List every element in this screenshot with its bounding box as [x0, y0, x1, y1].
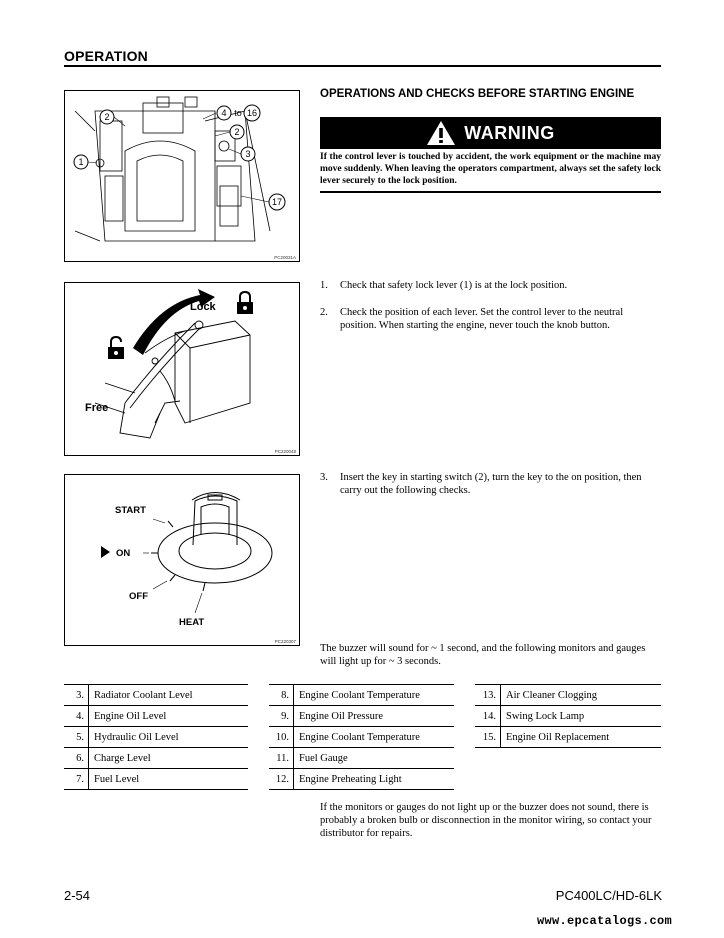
table-row [269, 727, 454, 748]
on-position-arrow-icon [101, 546, 110, 558]
table-row [269, 769, 454, 790]
warning-triangle-icon [426, 120, 456, 146]
callout-2b: 2 [234, 127, 240, 137]
figure-code: PC220048 [274, 449, 296, 454]
callout-4: 4 [221, 108, 227, 118]
step-number: 3. [320, 472, 328, 483]
lock-open-icon [108, 337, 124, 359]
free-label: Free [85, 402, 109, 414]
cab-illustration [65, 91, 299, 261]
item-label: Engine Coolant Temperature [294, 727, 455, 748]
item-label: Radiator Coolant Level [89, 685, 249, 706]
item-number: 11. [269, 748, 294, 769]
item-number: 3. [64, 685, 89, 706]
callout-16: 16 [246, 108, 258, 118]
watermark-url: www.epcatalogs.com [536, 914, 672, 928]
item-label: Swing Lock Lamp [501, 706, 662, 727]
item-number: 12. [269, 769, 294, 790]
table-row [475, 685, 661, 706]
table-row [475, 727, 661, 748]
lock-label: Lock [190, 301, 216, 313]
item-number: 15. [475, 727, 501, 748]
page-heading: OPERATIONS AND CHECKS BEFORE STARTING ENGINE [320, 88, 635, 100]
callout-to: to [234, 108, 242, 118]
callout-3: 3 [245, 149, 251, 159]
item-label: Engine Oil Replacement [501, 727, 662, 748]
buzzer-note: The buzzer will sound for ~ 1 second, and the following monitors and gauges will light up for ~ 3 seconds. [320, 643, 646, 667]
on-label: ON [116, 548, 131, 559]
step-text: Insert the key in starting switch (2), turn the key to the on position, then carry out the following checks. [340, 472, 642, 496]
monitor-table-1 [64, 684, 248, 790]
item-label: Engine Oil Pressure [294, 706, 455, 727]
item-number: 9. [269, 706, 294, 727]
start-label: START [115, 505, 146, 516]
step-text: Check that safety lock lever (1) is at the lock position. [340, 280, 568, 291]
step-number: 2. [320, 307, 328, 318]
callout-17: 17 [271, 197, 283, 207]
section-rule [64, 65, 661, 67]
item-number: 6. [64, 748, 89, 769]
section-title: OPERATION [64, 48, 148, 64]
heat-label: HEAT [179, 617, 205, 628]
item-label: Charge Level [89, 748, 249, 769]
figure-code: PC20031A [274, 255, 296, 260]
table-row [269, 685, 454, 706]
item-number: 4. [64, 706, 89, 727]
step-number: 1. [320, 280, 328, 291]
page-number: 2-54 [64, 888, 91, 903]
table-row [64, 706, 248, 727]
warning-banner [320, 117, 661, 149]
item-number: 13. [475, 685, 501, 706]
item-number: 8. [269, 685, 294, 706]
item-number: 7. [64, 769, 89, 790]
monitor-table-3 [475, 684, 661, 748]
warning-rule [320, 191, 661, 193]
item-number: 10. [269, 727, 294, 748]
callout-2a: 2 [104, 112, 110, 122]
off-label: OFF [129, 591, 148, 602]
figure-starting-switch [64, 474, 300, 646]
table-row [64, 727, 248, 748]
item-number: 5. [64, 727, 89, 748]
table-row [64, 769, 248, 790]
item-label: Engine Coolant Temperature [294, 685, 455, 706]
table-row [64, 748, 248, 769]
repair-note: If the monitors or gauges do not light up or the buzzer does not sound, there is probably a broken bulb or disconnection in the monitor wiring, so contact your distributor for repairs. [320, 802, 652, 839]
item-label: Engine Oil Level [89, 706, 249, 727]
item-label: Engine Preheating Light [294, 769, 455, 790]
item-label: Fuel Level [89, 769, 249, 790]
lock-lever-illustration [65, 283, 299, 455]
table-row [269, 706, 454, 727]
step-text: Check the position of each lever. Set the control lever to the neutral position. When starting the engine, never touch the knob button. [340, 307, 624, 331]
starting-switch-illustration [65, 475, 299, 645]
lock-closed-icon [237, 292, 253, 314]
table-row [269, 748, 454, 769]
warning-label: WARNING [464, 122, 555, 143]
figure-code: PC220307 [274, 639, 296, 644]
figure-cab-overview [64, 90, 300, 262]
item-number: 14. [475, 706, 501, 727]
item-label: Fuel Gauge [294, 748, 455, 769]
monitor-table-2 [269, 684, 454, 790]
table-row [64, 685, 248, 706]
model-number: PC400LC/HD-6LK [555, 888, 662, 903]
item-label: Hydraulic Oil Level [89, 727, 249, 748]
callout-1: 1 [78, 157, 84, 167]
table-row [475, 706, 661, 727]
item-label: Air Cleaner Clogging [501, 685, 662, 706]
figure-lock-lever [64, 282, 300, 456]
warning-text: If the control lever is touched by accident, the work equipment or the machine may move suddenly. When leaving the operators compartment, always set the safety lock lever securely to the lock position. [320, 152, 661, 186]
